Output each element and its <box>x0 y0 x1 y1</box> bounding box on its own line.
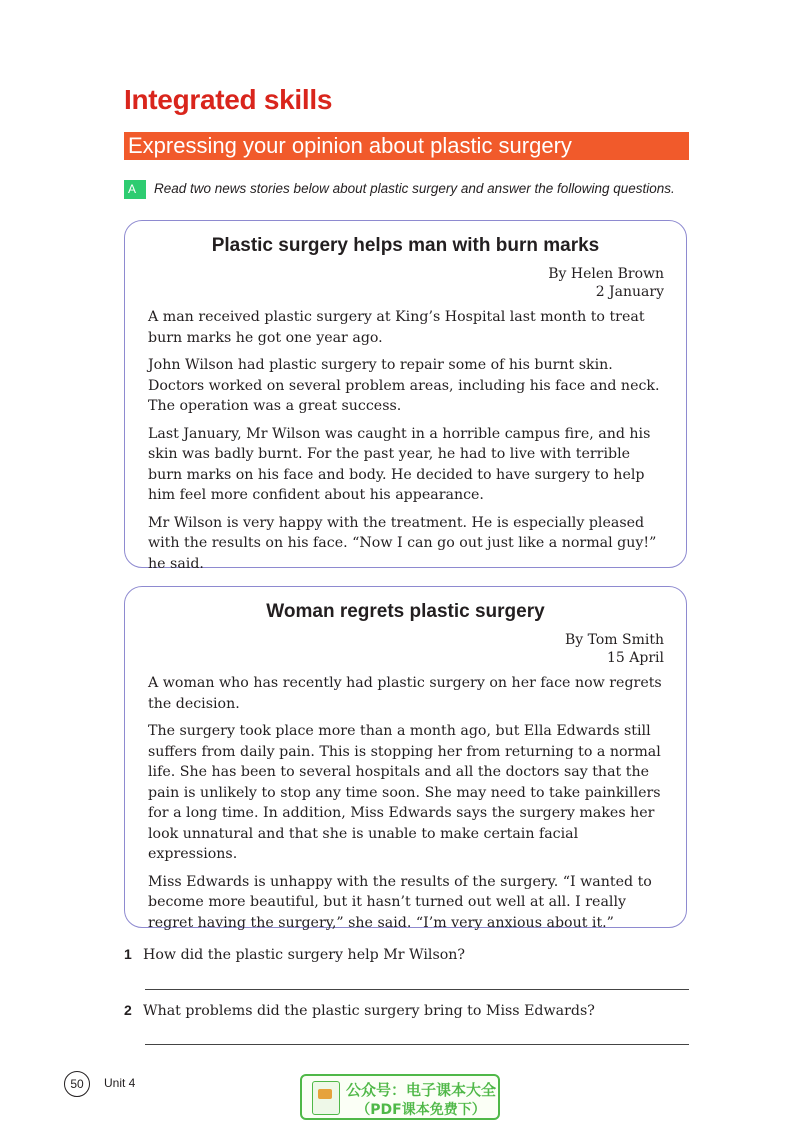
watermark-stamp <box>300 1074 500 1120</box>
story-paragraph: A man received plastic surgery at King’s Hospital last month to treat burn marks he got one year ago. <box>148 309 645 346</box>
story-paragraph: A woman who has recently had plastic surgery on her face now regrets the decision. <box>148 675 662 712</box>
news-story-1 <box>124 220 687 572</box>
story-paragraph: Mr Wilson is very happy with the treatment. He is especially pleased with the results on his face. “Now I can go out just like a normal guy!” he said. <box>148 514 657 572</box>
section-title: Expressing your opinion about plastic surgery <box>128 133 572 158</box>
watermark-line-2: （PDF课本免费下） <box>356 1102 486 1118</box>
instruction-text: Read two news stories below about plastic surgery and answer the following questions. <box>154 181 675 196</box>
answer-line-1[interactable] <box>145 989 689 990</box>
news-story-2 <box>124 586 687 931</box>
book-icon <box>312 1081 340 1115</box>
question-number: 2 <box>124 1002 132 1018</box>
story-paragraph: Miss Edwards is unhappy with the results of the surgery. “I wanted to become more beautiful, but it hasn’t turned out well at all. I really regret having the surgery,” she said. “I’m very anxious about it.” <box>148 873 652 931</box>
watermark-line-1: 公众号：电子课本大全 <box>346 1081 497 1099</box>
story-byline <box>548 265 664 301</box>
question-number: 1 <box>124 946 132 962</box>
story-date: 2 January <box>595 284 664 300</box>
story-author: By Helen Brown <box>548 266 664 282</box>
story-paragraph: Last January, Mr Wilson was caught in a horrible campus fire, and his skin was badly burnt. For the past year, he had to live with terrible burn marks on his face and body. He decided to have surgery to help him feel more confident about his appearance. <box>148 425 651 503</box>
page-title: Integrated skills <box>124 84 333 115</box>
story-body <box>148 307 666 581</box>
story-author: By Tom Smith <box>564 632 664 648</box>
question-text: How did the plastic surgery help Mr Wilson? <box>143 947 466 963</box>
story-byline <box>565 631 664 667</box>
story-paragraph: John Wilson had plastic surgery to repair some of his burnt skin. Doctors worked on several problem areas, including his face and neck. The operation was a great success. <box>148 357 660 414</box>
story-date: 15 April <box>607 650 664 666</box>
question-1 <box>124 946 465 963</box>
page-number: 50 <box>64 1071 90 1097</box>
story-body <box>148 673 666 940</box>
story-paragraph: The surgery took place more than a month ago, but Ella Edwards still suffers from daily pain. This is stopping her from returning to a normal life. She has been to several hospitals and all the doctors say that the pain is unlikely to stop any time soon. She may need to take painkillers for a long time. In addition, Miss Edwards says the surgery makes her look unnatural and that she is unable to make certain facial expressions. <box>148 723 661 862</box>
answer-line-2[interactable] <box>145 1044 689 1045</box>
unit-label: Unit 4 <box>104 1076 136 1090</box>
section-banner <box>124 132 689 160</box>
instruction-label: A <box>124 180 146 199</box>
question-2 <box>124 1002 595 1019</box>
story-headline: Woman regrets plastic surgery <box>266 601 545 622</box>
question-text: What problems did the plastic surgery bring to Miss Edwards? <box>143 1003 595 1019</box>
story-headline: Plastic surgery helps man with burn marks <box>211 235 600 256</box>
